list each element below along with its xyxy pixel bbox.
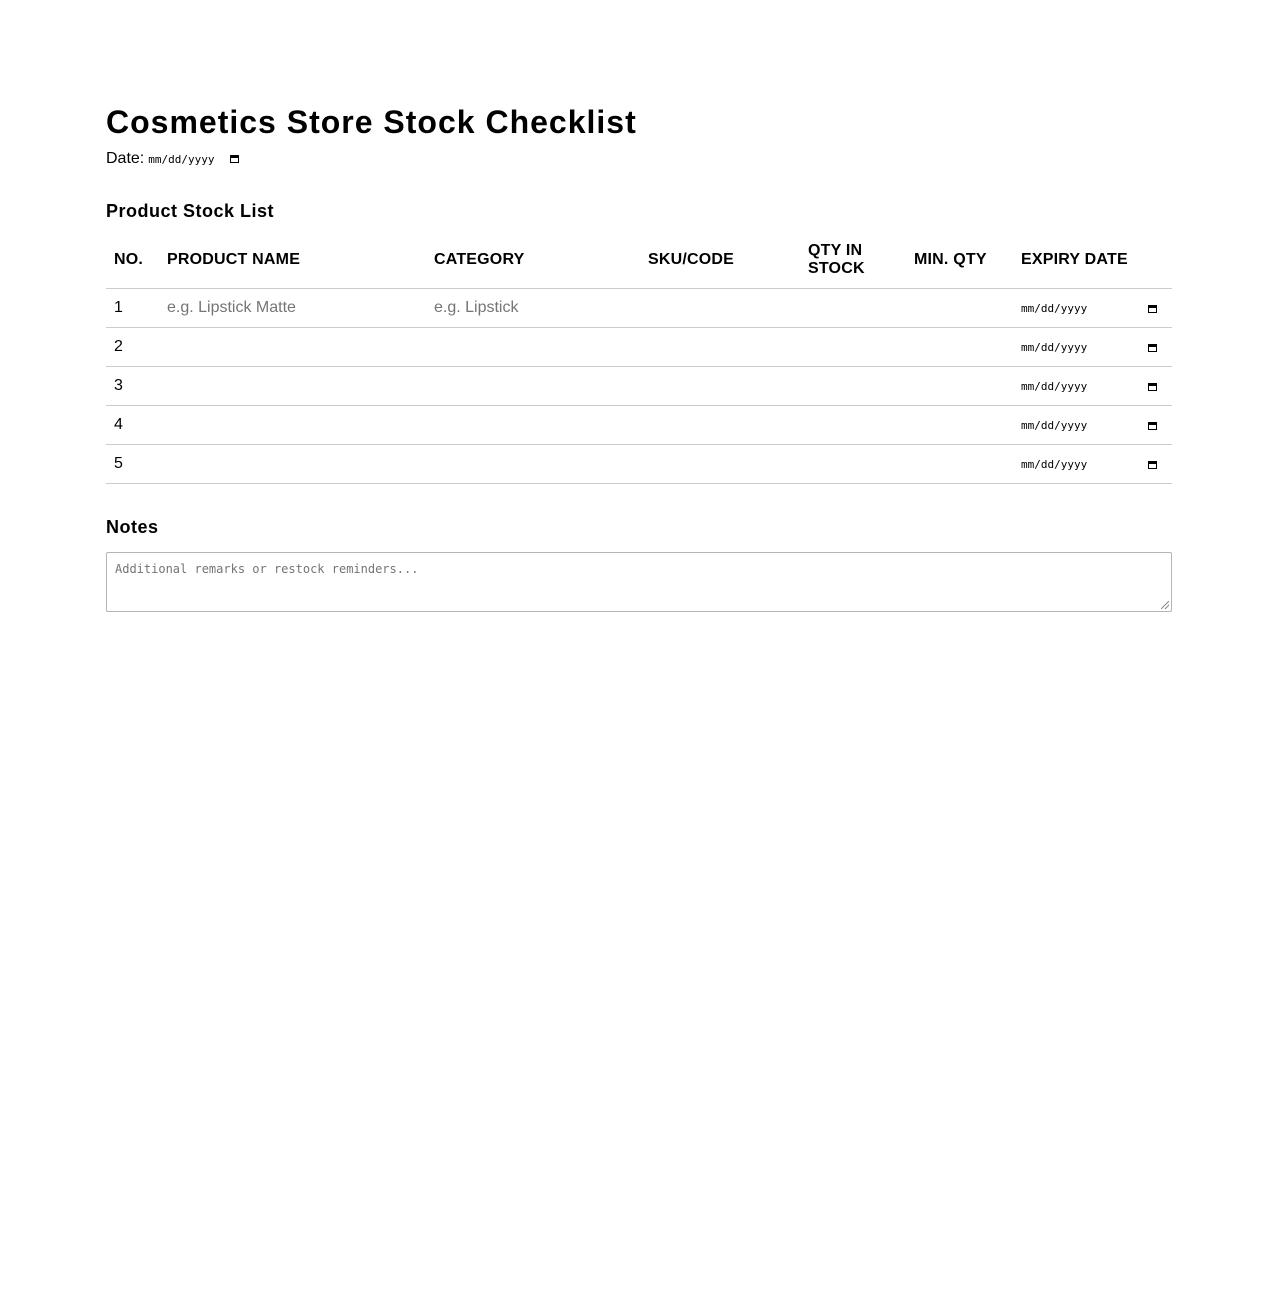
sku-code-input[interactable]	[640, 289, 800, 328]
sku-code-input[interactable]	[640, 367, 800, 406]
col-header-category: CATEGORY	[426, 232, 640, 289]
min-qty-input[interactable]	[906, 328, 1013, 367]
notes-textarea[interactable]	[106, 552, 1172, 612]
qty-in-stock-input[interactable]	[800, 328, 906, 367]
notes-placeholder: Additional remarks or restock reminders...	[115, 562, 419, 576]
expiry-date-placeholder: mm/dd/yyyy	[1021, 302, 1088, 315]
table-row	[106, 445, 1172, 484]
table-row	[106, 406, 1172, 445]
expiry-date-input[interactable]	[1021, 341, 1157, 354]
qty-in-stock-input[interactable]	[800, 289, 906, 328]
min-qty-input[interactable]	[906, 406, 1013, 445]
calendar-icon[interactable]	[1148, 383, 1157, 391]
calendar-icon[interactable]	[1148, 344, 1157, 352]
category-input[interactable]	[426, 406, 640, 445]
expiry-date-placeholder: mm/dd/yyyy	[1021, 341, 1088, 354]
min-qty-input[interactable]	[906, 289, 1013, 328]
expiry-date-placeholder: mm/dd/yyyy	[1021, 458, 1088, 471]
row-number: 3	[106, 367, 159, 406]
min-qty-input[interactable]	[906, 445, 1013, 484]
row-number: 5	[106, 445, 159, 484]
sku-code-input[interactable]	[640, 445, 800, 484]
row-number: 2	[106, 328, 159, 367]
row-number: 4	[106, 406, 159, 445]
calendar-icon[interactable]	[1148, 461, 1157, 469]
category-input[interactable]	[426, 289, 640, 328]
category-placeholder: e.g. Lipstick	[434, 299, 519, 316]
qty-in-stock-input[interactable]	[800, 406, 906, 445]
expiry-date-input[interactable]	[1021, 302, 1157, 315]
sku-code-input[interactable]	[640, 328, 800, 367]
expiry-date-input[interactable]	[1021, 458, 1157, 471]
expiry-date-input[interactable]	[1021, 380, 1157, 393]
date-input[interactable]	[148, 153, 239, 166]
qty-in-stock-input[interactable]	[800, 445, 906, 484]
calendar-icon[interactable]	[230, 155, 239, 163]
sku-code-input[interactable]	[640, 406, 800, 445]
table-header-row	[106, 232, 1172, 289]
product-name-placeholder: e.g. Lipstick Matte	[167, 299, 296, 316]
col-header-qty-in-stock: QTY IN STOCK	[800, 232, 906, 289]
notes-heading: Notes	[106, 517, 159, 537]
expiry-date-cell	[1013, 445, 1172, 484]
date-row	[106, 149, 239, 169]
stock-list-heading: Product Stock List	[106, 201, 275, 221]
col-header-sku-code: SKU/CODE	[640, 232, 800, 289]
col-header-no: NO.	[106, 232, 159, 289]
calendar-icon[interactable]	[1148, 422, 1157, 430]
col-header-min-qty: MIN. QTY	[906, 232, 1013, 289]
col-header-expiry-date: EXPIRY DATE	[1013, 232, 1172, 289]
category-input[interactable]	[426, 445, 640, 484]
product-name-input[interactable]	[159, 367, 426, 406]
expiry-date-input[interactable]	[1021, 419, 1157, 432]
page-title: Cosmetics Store Stock Checklist	[106, 104, 637, 140]
stock-table	[106, 232, 1172, 484]
expiry-date-cell	[1013, 328, 1172, 367]
product-name-input[interactable]	[159, 289, 426, 328]
table-row	[106, 367, 1172, 406]
expiry-date-placeholder: mm/dd/yyyy	[1021, 380, 1088, 393]
product-name-input[interactable]	[159, 445, 426, 484]
expiry-date-cell	[1013, 289, 1172, 328]
min-qty-input[interactable]	[906, 367, 1013, 406]
expiry-date-cell	[1013, 367, 1172, 406]
expiry-date-placeholder: mm/dd/yyyy	[1021, 419, 1088, 432]
qty-in-stock-input[interactable]	[800, 367, 906, 406]
date-label: Date:	[106, 150, 145, 167]
calendar-icon[interactable]	[1148, 305, 1157, 313]
col-header-product-name: PRODUCT NAME	[159, 232, 426, 289]
product-name-input[interactable]	[159, 406, 426, 445]
category-input[interactable]	[426, 367, 640, 406]
category-input[interactable]	[426, 328, 640, 367]
product-name-input[interactable]	[159, 328, 426, 367]
row-number: 1	[106, 289, 159, 328]
table-row	[106, 328, 1172, 367]
expiry-date-cell	[1013, 406, 1172, 445]
resize-grip-icon[interactable]	[1161, 601, 1169, 609]
table-row	[106, 289, 1172, 328]
date-input-placeholder: mm/dd/yyyy	[148, 152, 215, 166]
